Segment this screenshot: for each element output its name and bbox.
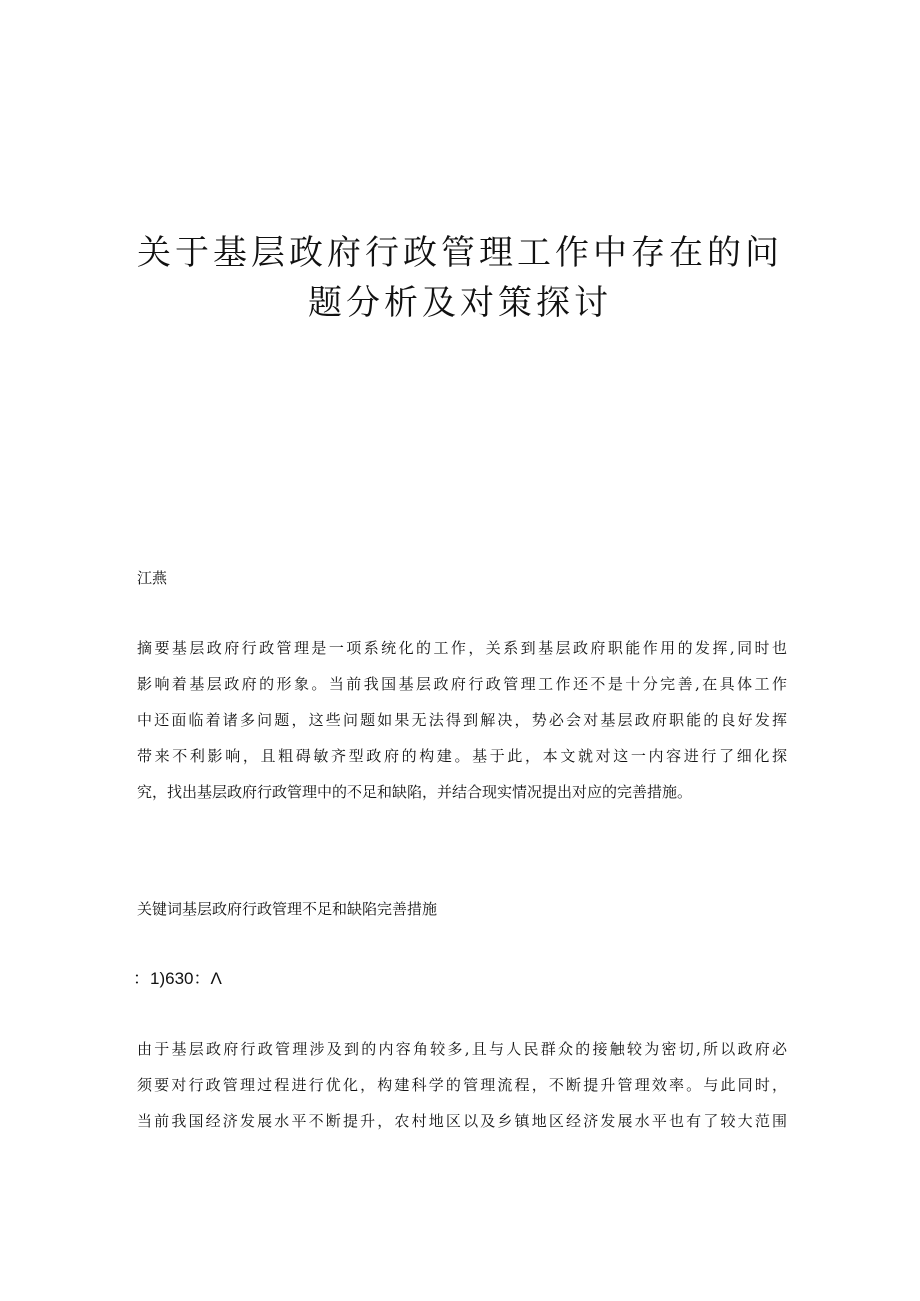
abstract-line: 影响着基层政府的形象。当前我国基层政府行政管理工作还不是十分完善,在具体工作 — [137, 675, 787, 693]
document-title — [100, 228, 820, 328]
abstract-line: 带来不利影响，且粗碍敏齐型政府的构建。基于此，本文就对这一内容进行了细化探 — [137, 747, 787, 765]
body-line: 须要对行政管理过程进行优化，构建科学的管理流程，不断提升管理效率。与此同时， — [137, 1076, 787, 1094]
title-line: 题分析及对策探讨 — [308, 283, 612, 323]
abstract-line: 摘要基层政府行政管理是一项系统化的工作，关系到基层政府职能作用的发挥,同时也 — [137, 639, 787, 657]
keywords-line: 关键词基层政府行政管理不足和缺陷完善措施 — [137, 900, 438, 918]
title-line: 关于基层政府行政管理工作中存在的问 — [137, 233, 783, 273]
body-paragraph — [137, 1031, 787, 1139]
author-name: 江燕 — [137, 569, 168, 587]
abstract-line: 究，找出基层政府行政管理中的不足和缺陷，并结合现实情况提出对应的完善措施。 — [137, 783, 693, 801]
abstract-line: 中还面临着诸多问题，这些问题如果无法得到解决，势必会对基层政府职能的良好发挥 — [137, 711, 787, 729]
body-line: 当前我国经济发展水平不断提升，农村地区以及乡镇地区经济发展水平也有了较大范围 — [137, 1112, 787, 1130]
body-line: 由于基层政府行政管理涉及到的内容角较多,且与人民群众的接触较为密切,所以政府必 — [137, 1040, 787, 1058]
abstract-paragraph — [137, 630, 787, 810]
classification-code: ：1)630：Λ — [133, 969, 222, 988]
